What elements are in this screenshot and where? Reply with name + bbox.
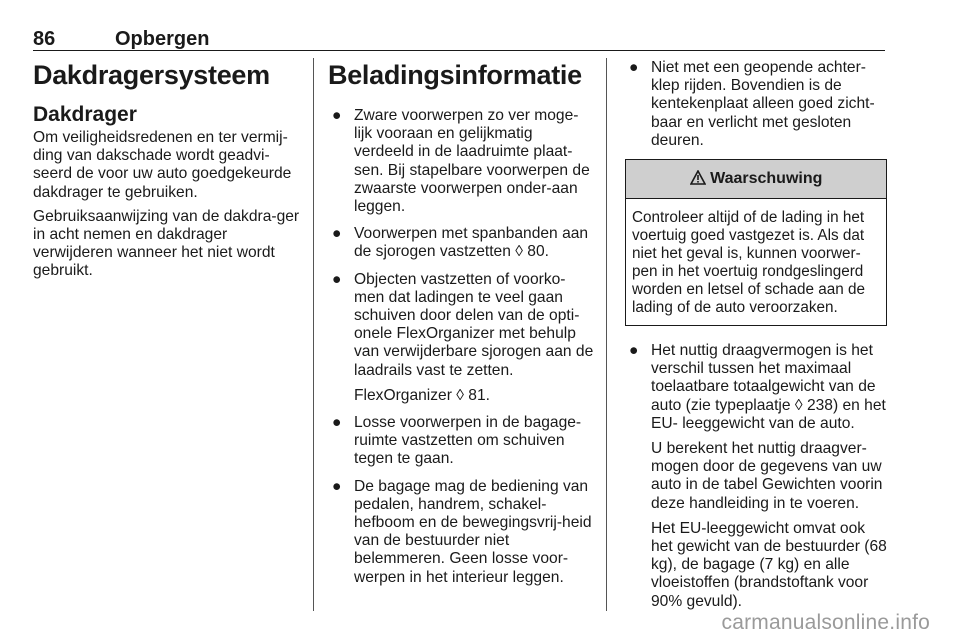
section-heading: Beladingsinformatie [328, 60, 582, 90]
list-item-text: Het EU-leeggewicht omvat ook het gewicht van de bestuurder (68 kg), de bagage (7 kg) en alle vloeistoffen (brandstoftank voor 90% gevuld). [651, 519, 887, 610]
bullet-icon: ● [332, 270, 342, 288]
paragraph: Gebruiksaanwijzing van de dakdra-ger in acht nemen en dakdrager verwijderen wanneer het niet wordt gebruikt. [33, 207, 300, 280]
column-middle [328, 59, 594, 596]
list-item [328, 478, 594, 587]
list-item [328, 225, 594, 261]
list-item [625, 59, 887, 150]
bullet-icon: ● [332, 477, 342, 495]
column-right [625, 59, 887, 620]
bullet-list [625, 59, 887, 150]
column-left [33, 59, 301, 287]
list-item-text: Voorwerpen met spanbanden aan de sjorogen vastzetten ◊ 80. [354, 225, 589, 261]
list-item-text: U berekent het nuttig draagver-mogen door de gegevens van uw auto in de tabel Gewichten voorin deze handleiding in te voeren. [651, 440, 883, 512]
list-item-text: Zware voorwerpen zo ver moge-lijk vooraan en gelijkmatig verdeeld in de laadruimte plaat-sen. Bij stapelbare voorwerpen de zwaarste voorwerpen onder-aan leggen. [354, 107, 590, 216]
warning-title: Waarschuwing [710, 170, 823, 188]
bullet-icon: ● [629, 59, 639, 76]
column-divider [606, 58, 607, 611]
list-item [328, 107, 594, 216]
column-divider [313, 58, 314, 611]
list-item [625, 342, 887, 611]
warning-box [625, 159, 887, 326]
section-heading: Dakdragersysteem [33, 60, 270, 90]
list-item-text: Niet met een geopende achter-klep rijden. Bovendien is de kentekenplaat alleen goed zicht-baar en verlicht met gesloten deuren. [651, 59, 875, 149]
warning-triangle-icon [690, 170, 710, 187]
list-item-text: De bagage mag de bediening van pedalen, handrem, schakel-hefboom en de bewegingsvrij-heid van de bestuurder niet belemmeren. Geen losse voor-werpen in het interieur leggen. [354, 477, 592, 586]
bullet-icon: ● [332, 414, 342, 432]
watermark: carmanualsonline.info [721, 611, 930, 634]
bullet-list [328, 107, 594, 587]
subsection-heading: Dakdrager [33, 103, 137, 126]
list-item-text: Objecten vastzetten of voorko-men dat ladingen te veel gaan schuiven door delen van de opti-onele FlexOrganizer met behulp van verwijderbare sjorogen aan de laadrails vast te zetten. [354, 270, 594, 379]
list-item-text: Losse voorwerpen in de bagage-ruimte vastzetten om schuiven tegen te gaan. [354, 414, 582, 468]
list-item [328, 271, 594, 405]
page-header [33, 26, 885, 51]
warning-text: Controleer altijd of de lading in het voertuig goed vastgezet is. Als dat niet het geval is, kunnen voorwer-pen in het voertuig rondgeslingerd worden en letsel of schade aan de lading of de auto veroorzaken. [632, 209, 866, 317]
list-item [328, 414, 594, 469]
chapter-title: Opbergen [115, 28, 210, 50]
warning-header [626, 160, 886, 199]
list-item-text: Het nuttig draagvermogen is het verschil tussen het maximaal toelaatbare totaalgewicht van de auto (zie typeplaatje ◊ 238) en het EU- leeggewicht van de auto. [651, 342, 886, 432]
list-item-text: FlexOrganizer ◊ 81. [354, 386, 490, 404]
bullet-icon: ● [332, 107, 342, 124]
paragraph: Om veiligheidsredenen en ter vermij-ding van dakschade wordt geadvi-seerd de voor uw auto goedgekeurde dakdrager te gebruiken. [33, 129, 292, 201]
bullet-icon: ● [332, 225, 342, 243]
bullet-icon: ● [629, 342, 639, 360]
page-number: 86 [33, 28, 56, 50]
bullet-list [625, 342, 887, 611]
